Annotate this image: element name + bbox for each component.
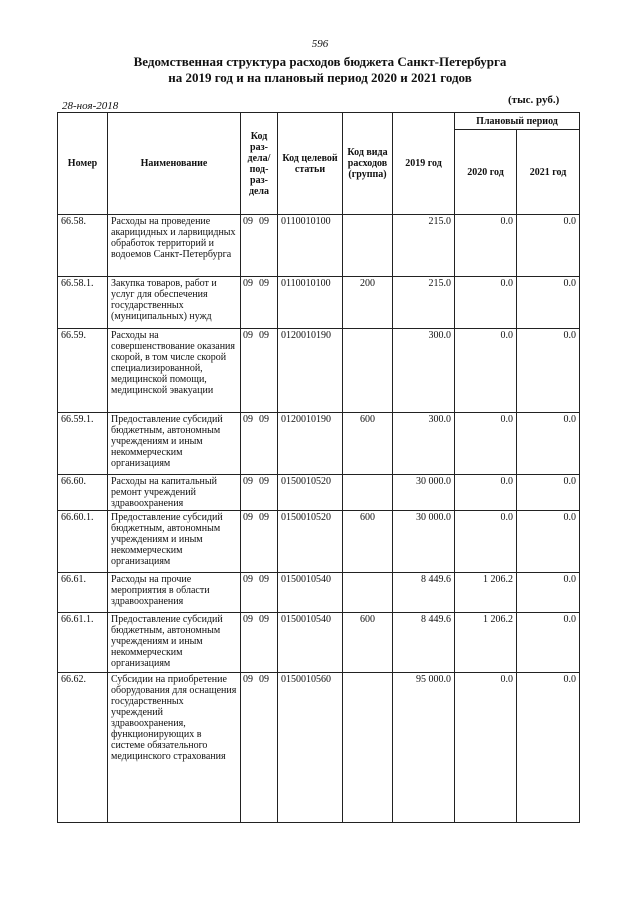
row-number: 66.62. xyxy=(58,673,108,823)
row-name: Предоставление субсидий бюджетным, автономным учреждениям и иным некоммерческим организациям xyxy=(108,613,241,673)
row-target-code: 0120010190 xyxy=(278,329,343,413)
row-section-code xyxy=(241,277,278,329)
table-row xyxy=(58,277,580,329)
row-subsection: 09 xyxy=(259,414,269,425)
row-2021-value: 0.0 xyxy=(517,573,580,613)
row-number: 66.61.1. xyxy=(58,613,108,673)
header-number: Номер xyxy=(58,113,108,215)
row-section-code xyxy=(241,673,278,823)
row-number: 66.58. xyxy=(58,215,108,277)
row-section: 09 xyxy=(243,574,253,585)
row-2020-value: 0.0 xyxy=(455,277,517,329)
row-section-code xyxy=(241,613,278,673)
row-2021-value: 0.0 xyxy=(517,511,580,573)
row-number: 66.59. xyxy=(58,329,108,413)
row-2019-value: 215.0 xyxy=(393,215,455,277)
row-subsection: 09 xyxy=(259,278,269,289)
row-2021-value: 0.0 xyxy=(517,673,580,823)
header-expense-type-code: Код вида расходов (группа) xyxy=(343,113,393,215)
row-subsection: 09 xyxy=(259,216,269,227)
row-expense-type xyxy=(343,475,393,511)
row-expense-type xyxy=(343,215,393,277)
row-2021-value: 0.0 xyxy=(517,329,580,413)
row-2019-value: 300.0 xyxy=(393,329,455,413)
row-section: 09 xyxy=(243,278,253,289)
header-name: Наименование xyxy=(108,113,241,215)
row-target-code: 0150010540 xyxy=(278,613,343,673)
row-expense-type xyxy=(343,673,393,823)
row-number: 66.61. xyxy=(58,573,108,613)
row-2019-value: 8 449.6 xyxy=(393,613,455,673)
header-planned-period: Плановый период xyxy=(455,113,580,130)
row-subsection: 09 xyxy=(259,574,269,585)
row-number: 66.59.1. xyxy=(58,413,108,475)
row-section-code xyxy=(241,329,278,413)
row-target-code: 0110010100 xyxy=(278,277,343,329)
row-section-code xyxy=(241,413,278,475)
row-expense-type: 600 xyxy=(343,511,393,573)
row-2021-value: 0.0 xyxy=(517,475,580,511)
row-subsection: 09 xyxy=(259,476,269,487)
row-2020-value: 0.0 xyxy=(455,475,517,511)
row-2019-value: 300.0 xyxy=(393,413,455,475)
row-section: 09 xyxy=(243,216,253,227)
row-number: 66.60. xyxy=(58,475,108,511)
document-date: 28-ноя-2018 xyxy=(62,100,119,112)
row-section: 09 xyxy=(243,414,253,425)
row-number: 66.60.1. xyxy=(58,511,108,573)
row-expense-type: 600 xyxy=(343,613,393,673)
table-row xyxy=(58,329,580,413)
row-2019-value: 215.0 xyxy=(393,277,455,329)
row-name: Предоставление субсидий бюджетным, автономным учреждениям и иным некоммерческим организациям xyxy=(108,413,241,475)
row-section: 09 xyxy=(243,512,253,523)
row-section: 09 xyxy=(243,674,253,685)
table-row xyxy=(58,673,580,823)
row-name: Расходы на проведение акарицидных и ларвицидных обработок территорий и водоемов Санкт-Петербурга xyxy=(108,215,241,277)
header-section-code: Код раз-дела/ под-раз-дела xyxy=(241,113,278,215)
title-line-1: Ведомственная структура расходов бюджета Санкт-Петербурга xyxy=(133,54,507,69)
table-row xyxy=(58,511,580,573)
row-name: Предоставление субсидий бюджетным, автономным учреждениям и иным некоммерческим организациям xyxy=(108,511,241,573)
row-expense-type xyxy=(343,329,393,413)
table-row xyxy=(58,613,580,673)
document-title xyxy=(0,54,640,86)
row-2020-value: 0.0 xyxy=(455,673,517,823)
page-number: 596 xyxy=(311,38,329,50)
row-subsection: 09 xyxy=(259,330,269,341)
header-2021: 2021 год xyxy=(517,130,580,215)
row-2021-value: 0.0 xyxy=(517,215,580,277)
row-name: Расходы на капитальный ремонт учреждений здравоохранения xyxy=(108,475,241,511)
row-2020-value: 0.0 xyxy=(455,413,517,475)
row-section: 09 xyxy=(243,330,253,341)
header-target-code: Код целевой статьи xyxy=(278,113,343,215)
row-target-code: 0120010190 xyxy=(278,413,343,475)
table-row xyxy=(58,573,580,613)
row-2020-value: 0.0 xyxy=(455,215,517,277)
row-2020-value: 1 206.2 xyxy=(455,613,517,673)
row-2020-value: 0.0 xyxy=(455,329,517,413)
row-2019-value: 30 000.0 xyxy=(393,475,455,511)
row-name: Субсидии на приобретение оборудования для оснащения государственных учреждений здравоохранения, функционирующих в системе обязательного медицинского страхования xyxy=(108,673,241,823)
table-row xyxy=(58,475,580,511)
row-2020-value: 0.0 xyxy=(455,511,517,573)
table-row xyxy=(58,215,580,277)
row-subsection: 09 xyxy=(259,614,269,625)
unit-label: (тыс. руб.) xyxy=(508,94,560,106)
row-number: 66.58.1. xyxy=(58,277,108,329)
table-row xyxy=(58,413,580,475)
row-2019-value: 8 449.6 xyxy=(393,573,455,613)
row-expense-type: 600 xyxy=(343,413,393,475)
row-target-code: 0150010520 xyxy=(278,475,343,511)
header-2019: 2019 год xyxy=(393,113,455,215)
row-section-code xyxy=(241,475,278,511)
row-target-code: 0150010540 xyxy=(278,573,343,613)
row-section-code xyxy=(241,573,278,613)
row-2021-value: 0.0 xyxy=(517,413,580,475)
row-2019-value: 95 000.0 xyxy=(393,673,455,823)
row-2019-value: 30 000.0 xyxy=(393,511,455,573)
header-2020: 2020 год xyxy=(455,130,517,215)
row-target-code: 0150010520 xyxy=(278,511,343,573)
row-expense-type: 200 xyxy=(343,277,393,329)
row-section-code xyxy=(241,215,278,277)
row-section: 09 xyxy=(243,476,253,487)
row-2020-value: 1 206.2 xyxy=(455,573,517,613)
budget-table xyxy=(57,112,580,823)
row-2021-value: 0.0 xyxy=(517,613,580,673)
row-section-code xyxy=(241,511,278,573)
row-target-code: 0110010100 xyxy=(278,215,343,277)
row-target-code: 0150010560 xyxy=(278,673,343,823)
row-name: Расходы на прочие мероприятия в области здравоохранения xyxy=(108,573,241,613)
title-line-2: на 2019 год и на плановый период 2020 и 2021 годов xyxy=(168,70,472,85)
row-subsection: 09 xyxy=(259,512,269,523)
row-2021-value: 0.0 xyxy=(517,277,580,329)
row-name: Расходы на совершенствование оказания скорой, в том числе скорой специализированной, медицинской помощи, медицинской эвакуации xyxy=(108,329,241,413)
row-subsection: 09 xyxy=(259,674,269,685)
row-name: Закупка товаров, работ и услуг для обеспечения государственных (муниципальных) нужд xyxy=(108,277,241,329)
row-section: 09 xyxy=(243,614,253,625)
row-expense-type xyxy=(343,573,393,613)
